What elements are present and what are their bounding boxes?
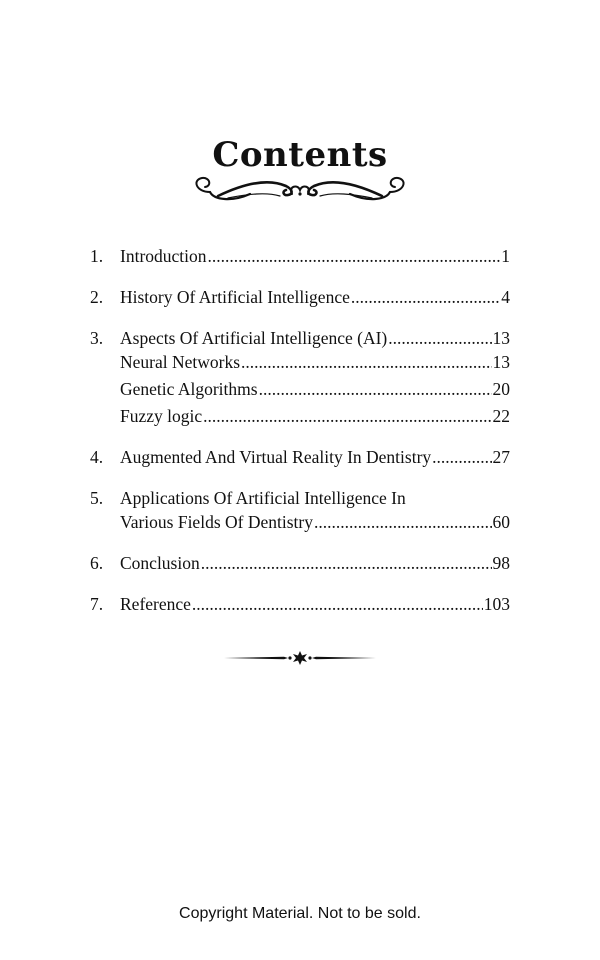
toc-entry-page: 1: [501, 246, 510, 266]
toc-entry-1[interactable]: [90, 244, 510, 268]
toc-entry-page: 60: [492, 512, 510, 532]
dot-leader: [208, 244, 501, 268]
toc-entry-page: 13: [492, 328, 510, 348]
toc-entry-2[interactable]: [90, 285, 510, 309]
toc-entry-number: 1.: [90, 246, 104, 266]
toc-entry-page: 103: [483, 594, 510, 614]
dot-leader: [314, 510, 492, 534]
toc-entry-number: 5.: [90, 488, 104, 508]
toc-subentry-title: Neural Networks: [120, 352, 241, 372]
dot-leader: [432, 445, 491, 469]
toc-entry-title-continued: Various Fields Of Dentistry: [120, 512, 313, 532]
toc-entry-3[interactable]: [90, 326, 510, 350]
dot-leader: [241, 350, 491, 374]
toc-subentry-page: 13: [492, 352, 510, 372]
toc-entry-number: 7.: [90, 594, 104, 614]
toc-entry-number: 6.: [90, 553, 104, 573]
toc-subentry-neural-networks[interactable]: [90, 350, 510, 374]
toc-entry-title: Augmented And Virtual Reality In Dentistry: [120, 447, 432, 467]
scroll-flourish-icon: [188, 172, 412, 208]
toc-entry-page: 4: [501, 287, 510, 307]
dot-leader: [259, 377, 492, 401]
toc-entry-title: History Of Artificial Intelligence: [120, 287, 350, 307]
toc-subentry-page: 20: [492, 379, 510, 399]
dot-leader: [388, 326, 491, 350]
copyright-notice: Copyright Material. Not to be sold.: [179, 905, 421, 922]
toc-entry-7[interactable]: [90, 592, 510, 616]
dot-leader: [192, 592, 483, 616]
dot-leader: [203, 404, 491, 428]
toc-entry-page: 98: [492, 553, 510, 573]
toc-entry-title: Aspects Of Artificial Intelligence (AI): [120, 328, 388, 348]
toc-entry-number: 3.: [90, 328, 104, 348]
toc-entry-title: Conclusion: [120, 553, 200, 573]
star-divider-icon: [222, 650, 378, 666]
toc-entry-6[interactable]: [90, 551, 510, 575]
toc-entry-title: Reference: [120, 594, 191, 614]
toc-subentry-title: Genetic Algorithms: [120, 379, 258, 399]
toc-subentry-title: Fuzzy logic: [120, 406, 203, 426]
toc-subentry-genetic-algorithms[interactable]: [90, 377, 510, 401]
toc-entry-page: 27: [492, 447, 510, 467]
toc-subentry-page: 22: [492, 406, 510, 426]
toc-entry-number: 4.: [90, 447, 104, 467]
dot-leader: [351, 285, 500, 309]
page-title: Contents: [212, 134, 388, 175]
toc-entry-title: Introduction: [120, 246, 207, 266]
table-of-contents: [90, 244, 510, 616]
toc-subentry-fuzzy-logic[interactable]: [90, 404, 510, 428]
toc-entry-4[interactable]: [90, 445, 510, 469]
toc-entry-5[interactable]: [90, 486, 510, 534]
toc-entry-number: 2.: [90, 287, 104, 307]
toc-entry-title: Applications Of Artificial Intelligence In: [120, 488, 406, 508]
dot-leader: [201, 551, 492, 575]
